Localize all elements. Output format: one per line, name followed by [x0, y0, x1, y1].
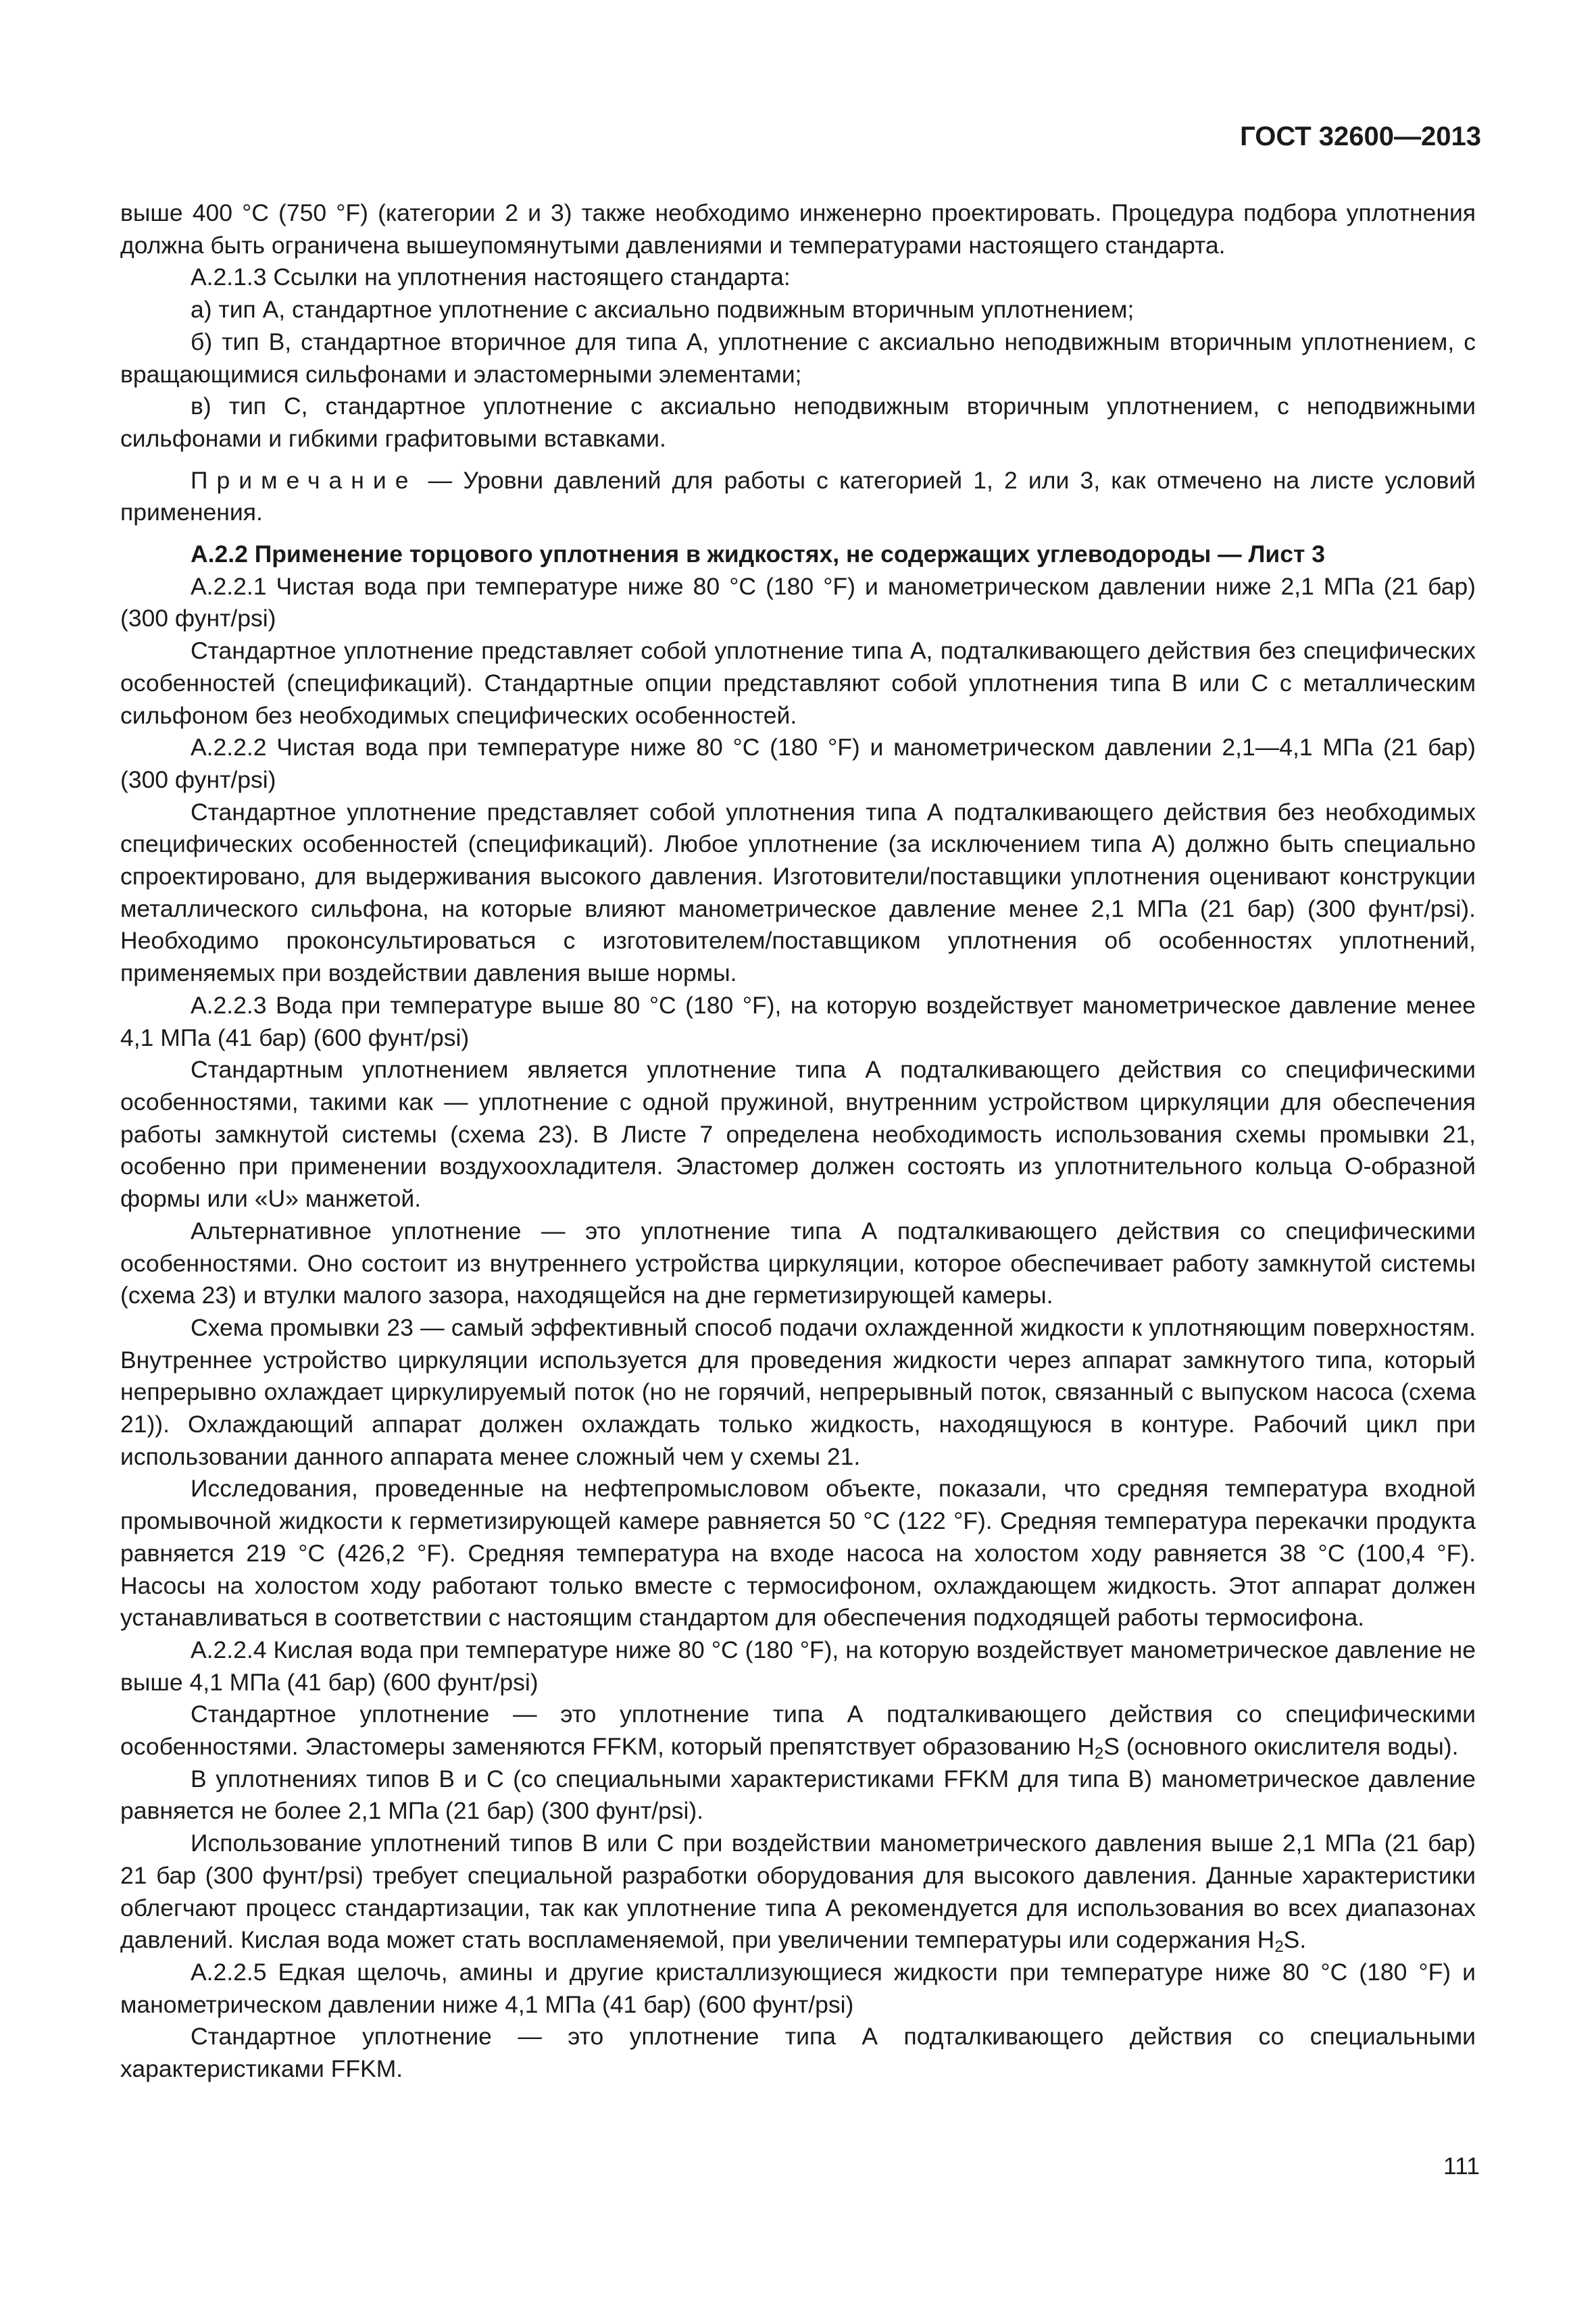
list-item-type-c: в) тип С, стандартное уплотнение с аксиально неподвижным вторичным уплотнением, с неподвижными сильфонами и гибкими графитовыми вставками. [120, 393, 1476, 452]
note-paragraph [120, 465, 1476, 529]
subscript: 2 [1274, 1938, 1284, 1957]
document-body [120, 197, 1476, 2086]
paragraph-a224-body-3 [120, 1828, 1476, 1957]
text-run: S (основного окислителя воды). [1103, 1733, 1459, 1761]
paragraph-a223-body-4: Исследования, проведенные на нефтепромысловом объекте, показали, что средняя температура входной промывочной жидкости к герметизирующей камере равняется 50 °С (122 °F). Средняя температура перекачки продукта равняется 219 °С (426,2 °F). Средняя температура на входе насоса на холостом ходу равняется 38 °С (100,4 °F). Насосы на холостом ходу работают только вместе с термосифоном, охлаждающем жидкость. Этот аппарат должен устанавливаться в соответствии с настоящим стандартом для обеспечения подходящей работы термосифона. [120, 1475, 1476, 1632]
list-item-type-b: б) тип В, стандартное вторичное для типа А, уплотнение с аксиально неподвижным вторичным уплотнением, с вращающимися сильфонами и эластомерными элементами; [120, 328, 1476, 388]
paragraph-a224: А.2.2.4 Кислая вода при температуре ниже 80 °С (180 °F), на которую воздействует манометрическое давление не выше 4,1 МПа (41 бар) (600 фунт/psi) [120, 1636, 1476, 1696]
paragraph-a213: А.2.1.3 Ссылки на уплотнения настоящего стандарта: [191, 263, 791, 291]
paragraph-continuation: выше 400 °С (750 °F) (категории 2 и 3) также необходимо инженерно проектировать. Процедура подбора уплотнения должна быть ограничена вышеупомянутыми давлениями и температурами настоящего стандарта. [120, 199, 1476, 259]
list-item-type-a: а) тип А, стандартное уплотнение с аксиально подвижным вторичным уплотнением; [191, 296, 1134, 324]
section-heading-a22: А.2.2 Применение торцового уплотнения в жидкостях, не содержащих углеводороды — Лист 3 [191, 540, 1325, 568]
paragraph-a223-body-1: Стандартным уплотнением является уплотнение типа А подталкивающего действия со специфическими особенностями, такими как — уплотнение с одной пружиной, внутренним устройством циркуляции для обеспечения работы замкнутой системы (схема 23). В Листе 7 определена необходимость использования схемы промывки 21, особенно при применении воздухоохладителя. Эластомер должен состоять из уплотнительного кольца О-образной формы или «U» манжетой. [120, 1056, 1476, 1213]
document-code-header: ГОСТ 32600—2013 [1240, 122, 1481, 151]
text-run: S. [1283, 1926, 1307, 1954]
note-label: Примечание [191, 466, 418, 494]
paragraph-a222-body: Стандартное уплотнение представляет собой уплотнения типа А подталкивающего действия без необходимых специфических особенностей (спецификаций). Любое уплотнение (за исключением типа А) должно быть специально спроектировано, для выдерживания высокого давления. Изготовители/поставщики уплотнения оценивают конструкции металлического сильфона, на которые влияют манометрическое давление менее 2,1 МПа (21 бар) (300 фунт/psi). Необходимо проконсультироваться с изготовителем/поставщиком уплотнения об особенностях уплотнений, применяемых при воздействии давления выше нормы. [120, 798, 1476, 987]
text-run: Использование уплотнений типов В или С при воздействии манометрического давления выше 2,1 МПа (21 бар) 21 бар (300 фунт/psi) требует специальной разработки оборудования для высокого давления. Данные характеристики облегчают процесс стандартизации, так как уплотнение типа А рекомендуется для использования во всех диапазонах давлений. Кислая вода может стать воспламеняемой, при увеличении температуры или содержания H [120, 1830, 1476, 1954]
paragraph-a221-body: Стандартное уплотнение представляет собой уплотнение типа А, подталкивающего действия без специфических особенностей (спецификаций). Стандартные опции представляют собой уплотнения типа В или С с металлическим сильфоном без необходимых специфических особенностей. [120, 637, 1476, 729]
paragraph-a224-body-1 [120, 1699, 1476, 1763]
note-text: — Уровни давлений для работы с категорией 1, 2 или 3, как отмечено на листе условий применения. [120, 466, 1476, 526]
paragraph-a222: А.2.2.2 Чистая вода при температуре ниже 80 °С (180 °F) и манометрическом давлении 2,1—4,1 МПа (21 бар) (300 фунт/psi) [120, 734, 1476, 793]
text-run: Стандартное уплотнение — это уплотнение типа А подталкивающего действия со специфическими особенностями. Эластомеры заменяются FFKM, который препятствует образованию H [120, 1701, 1476, 1761]
subscript: 2 [1094, 1744, 1104, 1763]
paragraph-a221: А.2.2.1 Чистая вода при температуре ниже 80 °С (180 °F) и манометрическом давлении ниже 2,1 МПа (21 бар) (300 фунт/psi) [120, 572, 1476, 632]
paragraph-a224-body-2: В уплотнениях типов В и С (со специальными характеристиками FFKM для типа В) манометрическое давление равняется не более 2,1 МПа (21 бар) (300 фунт/psi). [120, 1765, 1476, 1825]
paragraph-a223: А.2.2.3 Вода при температуре выше 80 °С (180 °F), на которую воздействует манометрическое давление менее 4,1 МПа (41 бар) (600 фунт/psi) [120, 991, 1476, 1051]
paragraph-a223-body-2: Альтернативное уплотнение — это уплотнение типа А подталкивающего действия со специфическими особенностями. Оно состоит из внутреннего устройства циркуляции, которое обеспечивает работу замкнутой системы (схема 23) и втулки малого зазора, находящейся на дне герметизирующей камеры. [120, 1217, 1476, 1309]
paragraph-a223-body-3: Схема промывки 23 — самый эффективный способ подачи охлажденной жидкости к уплотняющим поверхностям. Внутреннее устройство циркуляции используется для проведения жидкости через аппарат замкнутого типа, который непрерывно охлаждает циркулируемый поток (но не горячий, непрерывный поток, связанный с выпуском насоса (схема 21)). Охлаждающий аппарат должен охлаждать только жидкость, находящуюся в контуре. Рабочий цикл при использовании данного аппарата менее сложный чем у схемы 21. [120, 1313, 1476, 1470]
paragraph-a225-body: Стандартное уплотнение — это уплотнение типа А подталкивающего действия со специальными характеристиками FFKM. [120, 2023, 1476, 2083]
page-number: 111 [1443, 2153, 1480, 2180]
paragraph-a225: А.2.2.5 Едкая щелочь, амины и другие кристаллизующиеся жидкости при температуре ниже 80 °С (180 °F) и манометрическом давлении ниже 4,1 МПа (41 бар) (600 фунт/psi) [120, 1958, 1476, 2018]
